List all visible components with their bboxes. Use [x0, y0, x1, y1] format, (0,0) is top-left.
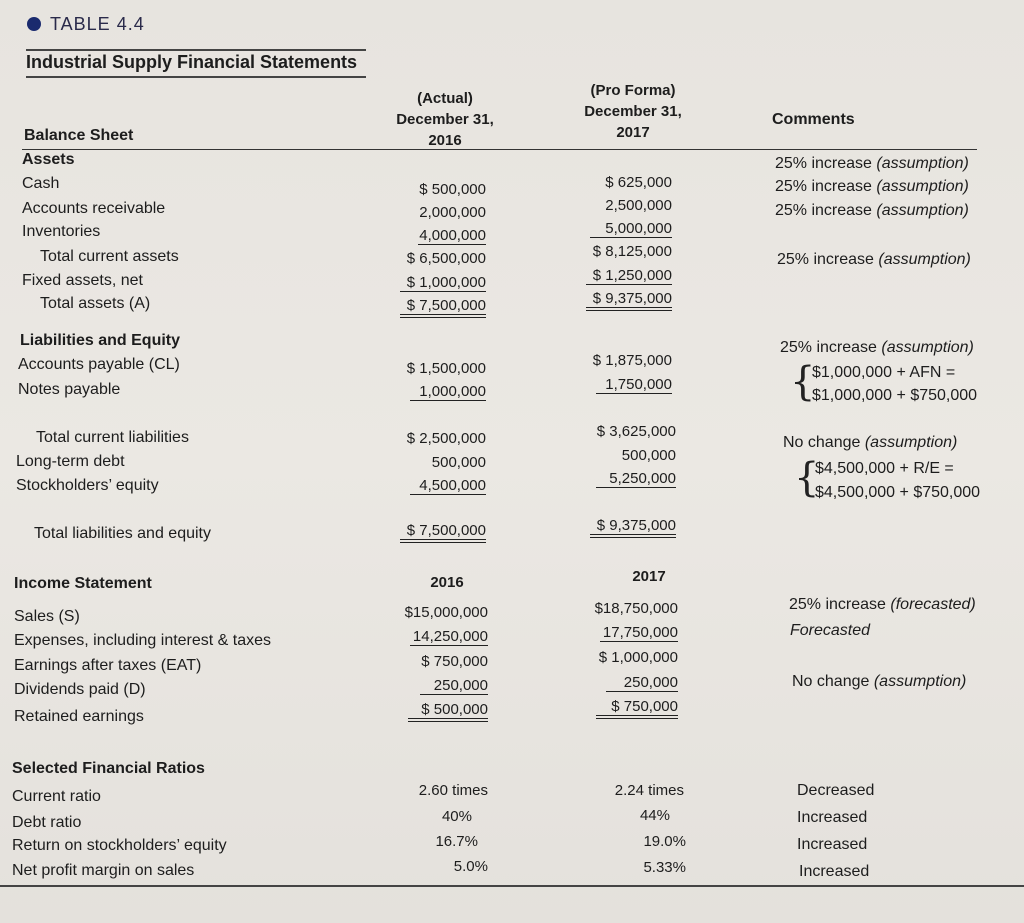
cell-proforma-fixed-assets: $ 1,250,000: [586, 267, 672, 285]
cell-proforma-sales: $18,750,000: [594, 600, 678, 617]
balance-sheet-heading: Balance Sheet: [24, 127, 134, 144]
cell-proforma-total-assets: $ 9,375,000: [586, 290, 672, 311]
cell-actual-retained-earnings: $ 500,000: [408, 701, 488, 722]
comment-cash: 25% increase (assumption): [775, 155, 969, 172]
assets-heading: Assets: [22, 151, 75, 168]
cell-proforma-stockholders-equity: 5,250,000: [596, 470, 676, 488]
cell-actual-expenses: 14,250,000: [410, 628, 488, 646]
row-label-total-liabilities-equity: Total liabilities and equity: [34, 525, 211, 542]
comment-inventories: 25% increase (assumption): [775, 202, 969, 219]
cell-actual-stockholders-equity: 4,500,000: [410, 477, 486, 495]
comment-fixed-assets: 25% increase (assumption): [777, 251, 971, 268]
cell-actual-cash: $ 500,000: [419, 181, 486, 198]
comment-net-profit-margin: Increased: [799, 863, 870, 880]
cell-actual-roe: 16.7%: [435, 833, 478, 850]
cell-proforma-accounts-payable: $ 1,875,000: [592, 352, 672, 369]
row-label-sales: Sales (S): [14, 608, 80, 625]
proforma-header-line1: (Pro Forma): [590, 82, 676, 99]
bottom-rule: [0, 885, 1024, 887]
row-label-debt-ratio: Debt ratio: [12, 814, 82, 831]
cell-proforma-expenses: 17,750,000: [600, 624, 678, 642]
cell-proforma-notes-payable: 1,750,000: [596, 376, 672, 394]
liabilities-heading: Liabilities and Equity: [20, 332, 181, 349]
comments-header: Comments: [772, 111, 855, 128]
cell-proforma-debt-ratio: 44%: [639, 807, 670, 824]
comment-debt-ratio: Increased: [797, 809, 868, 826]
cell-actual-eat: $ 750,000: [421, 653, 488, 670]
row-label-total-current-liabilities: Total current liabilities: [36, 429, 189, 446]
row-label-fixed-assets: Fixed assets, net: [22, 272, 143, 289]
cell-proforma-current-ratio: 2.24 times: [614, 782, 684, 799]
cell-proforma-total-current-liabilities: $ 3,625,000: [596, 423, 676, 440]
actual-header-line1: (Actual): [417, 90, 473, 107]
row-label-retained-earnings: Retained earnings: [14, 708, 144, 725]
comment-notes-payable-line1: $1,000,000 + AFN =: [812, 364, 956, 381]
comment-current-ratio: Decreased: [797, 782, 875, 799]
income-col-2016: 2016: [430, 574, 464, 591]
cell-actual-sales: $15,000,000: [404, 604, 488, 621]
table-title: Industrial Supply Financial Statements: [26, 52, 358, 72]
cell-proforma-total-liabilities-equity: $ 9,375,000: [590, 517, 676, 538]
cell-actual-net-profit-margin: 5.0%: [453, 858, 488, 875]
cell-actual-total-liabilities-equity: $ 7,500,000: [400, 522, 486, 543]
actual-header-line2: December 31,: [396, 111, 494, 128]
row-label-roe: Return on stockholders’ equity: [12, 837, 227, 854]
comment-expenses: Forecasted: [790, 622, 871, 639]
cell-actual-notes-payable: 1,000,000: [410, 383, 486, 401]
proforma-header-line3: 2017: [616, 124, 650, 141]
cell-actual-accounts-payable: $ 1,500,000: [406, 360, 486, 377]
row-label-notes-payable: Notes payable: [18, 381, 121, 398]
brace-notes-payable: {: [790, 359, 816, 405]
row-label-stockholders-equity: Stockholders’ equity: [16, 477, 159, 494]
row-label-dividends: Dividends paid (D): [14, 681, 146, 698]
actual-header-line3: 2016: [428, 132, 462, 149]
table-label: TABLE 4.4: [50, 14, 145, 34]
row-label-long-term-debt: Long-term debt: [16, 453, 125, 470]
cell-actual-inventories: 4,000,000: [419, 227, 486, 244]
comment-accounts-payable: 25% increase (assumption): [780, 339, 974, 356]
cell-actual-total-current-liabilities: $ 2,500,000: [406, 430, 486, 447]
cell-actual-accounts-receivable: 2,000,000: [419, 204, 486, 221]
cell-proforma-roe: 19.0%: [643, 833, 686, 850]
cell-proforma-accounts-receivable: 2,500,000: [605, 197, 672, 214]
cell-proforma-eat: $ 1,000,000: [598, 649, 678, 666]
cell-actual-fixed-assets: $ 1,000,000: [400, 274, 486, 292]
comment-stockholders-equity-line2: $4,500,000 + $750,000: [815, 484, 981, 501]
cell-proforma-dividends: 250,000: [606, 674, 678, 692]
cell-proforma-total-current-assets: $ 8,125,000: [592, 243, 672, 260]
cell-actual-long-term-debt: 500,000: [431, 454, 486, 471]
cell-actual-total-assets: $ 7,500,000: [400, 297, 486, 318]
comment-roe: Increased: [797, 836, 868, 853]
cell-proforma-inventories: 5,000,000: [590, 220, 672, 238]
cell-proforma-long-term-debt: 500,000: [621, 447, 676, 464]
bullet-icon: [27, 17, 41, 31]
comment-notes-payable-line2: $1,000,000 + $750,000: [812, 387, 978, 404]
comment-long-term-debt: No change (assumption): [783, 434, 958, 451]
row-label-accounts-payable: Accounts payable (CL): [18, 356, 180, 373]
cell-proforma-cash: $ 625,000: [605, 174, 672, 191]
row-label-net-profit-margin: Net profit margin on sales: [12, 862, 195, 879]
cell-actual-dividends: 250,000: [420, 677, 488, 695]
comment-accounts-receivable: 25% increase (assumption): [775, 178, 969, 195]
comment-stockholders-equity-line1: $4,500,000 + R/E =: [815, 460, 954, 477]
row-label-current-ratio: Current ratio: [12, 788, 101, 805]
comment-dividends: No change (assumption): [792, 673, 967, 690]
income-col-2017: 2017: [632, 568, 666, 585]
comment-sales: 25% increase (forecasted): [789, 596, 976, 613]
row-label-total-assets: Total assets (A): [40, 295, 151, 312]
ratios-heading: Selected Financial Ratios: [12, 760, 205, 777]
brace-stockholders-equity: {: [794, 455, 820, 501]
cell-proforma-net-profit-margin: 5.33%: [643, 859, 686, 876]
row-label-inventories: Inventories: [22, 223, 101, 240]
cell-proforma-retained-earnings: $ 750,000: [596, 698, 678, 719]
row-label-expenses: Expenses, including interest & taxes: [14, 632, 272, 649]
cell-actual-current-ratio: 2.60 times: [418, 782, 488, 799]
title-rule-bottom: [26, 76, 366, 78]
row-label-total-current-assets: Total current assets: [40, 248, 179, 265]
row-label-accounts-receivable: Accounts receivable: [22, 200, 166, 217]
row-label-cash: Cash: [22, 175, 60, 192]
title-rule-top: [26, 49, 366, 51]
proforma-header-line2: December 31,: [584, 103, 682, 120]
header-rule: [22, 149, 977, 150]
cell-actual-debt-ratio: 40%: [441, 808, 472, 825]
row-label-eat: Earnings after taxes (EAT): [14, 657, 202, 674]
cell-actual-total-current-assets: $ 6,500,000: [406, 250, 486, 267]
income-statement-heading: Income Statement: [14, 575, 152, 592]
